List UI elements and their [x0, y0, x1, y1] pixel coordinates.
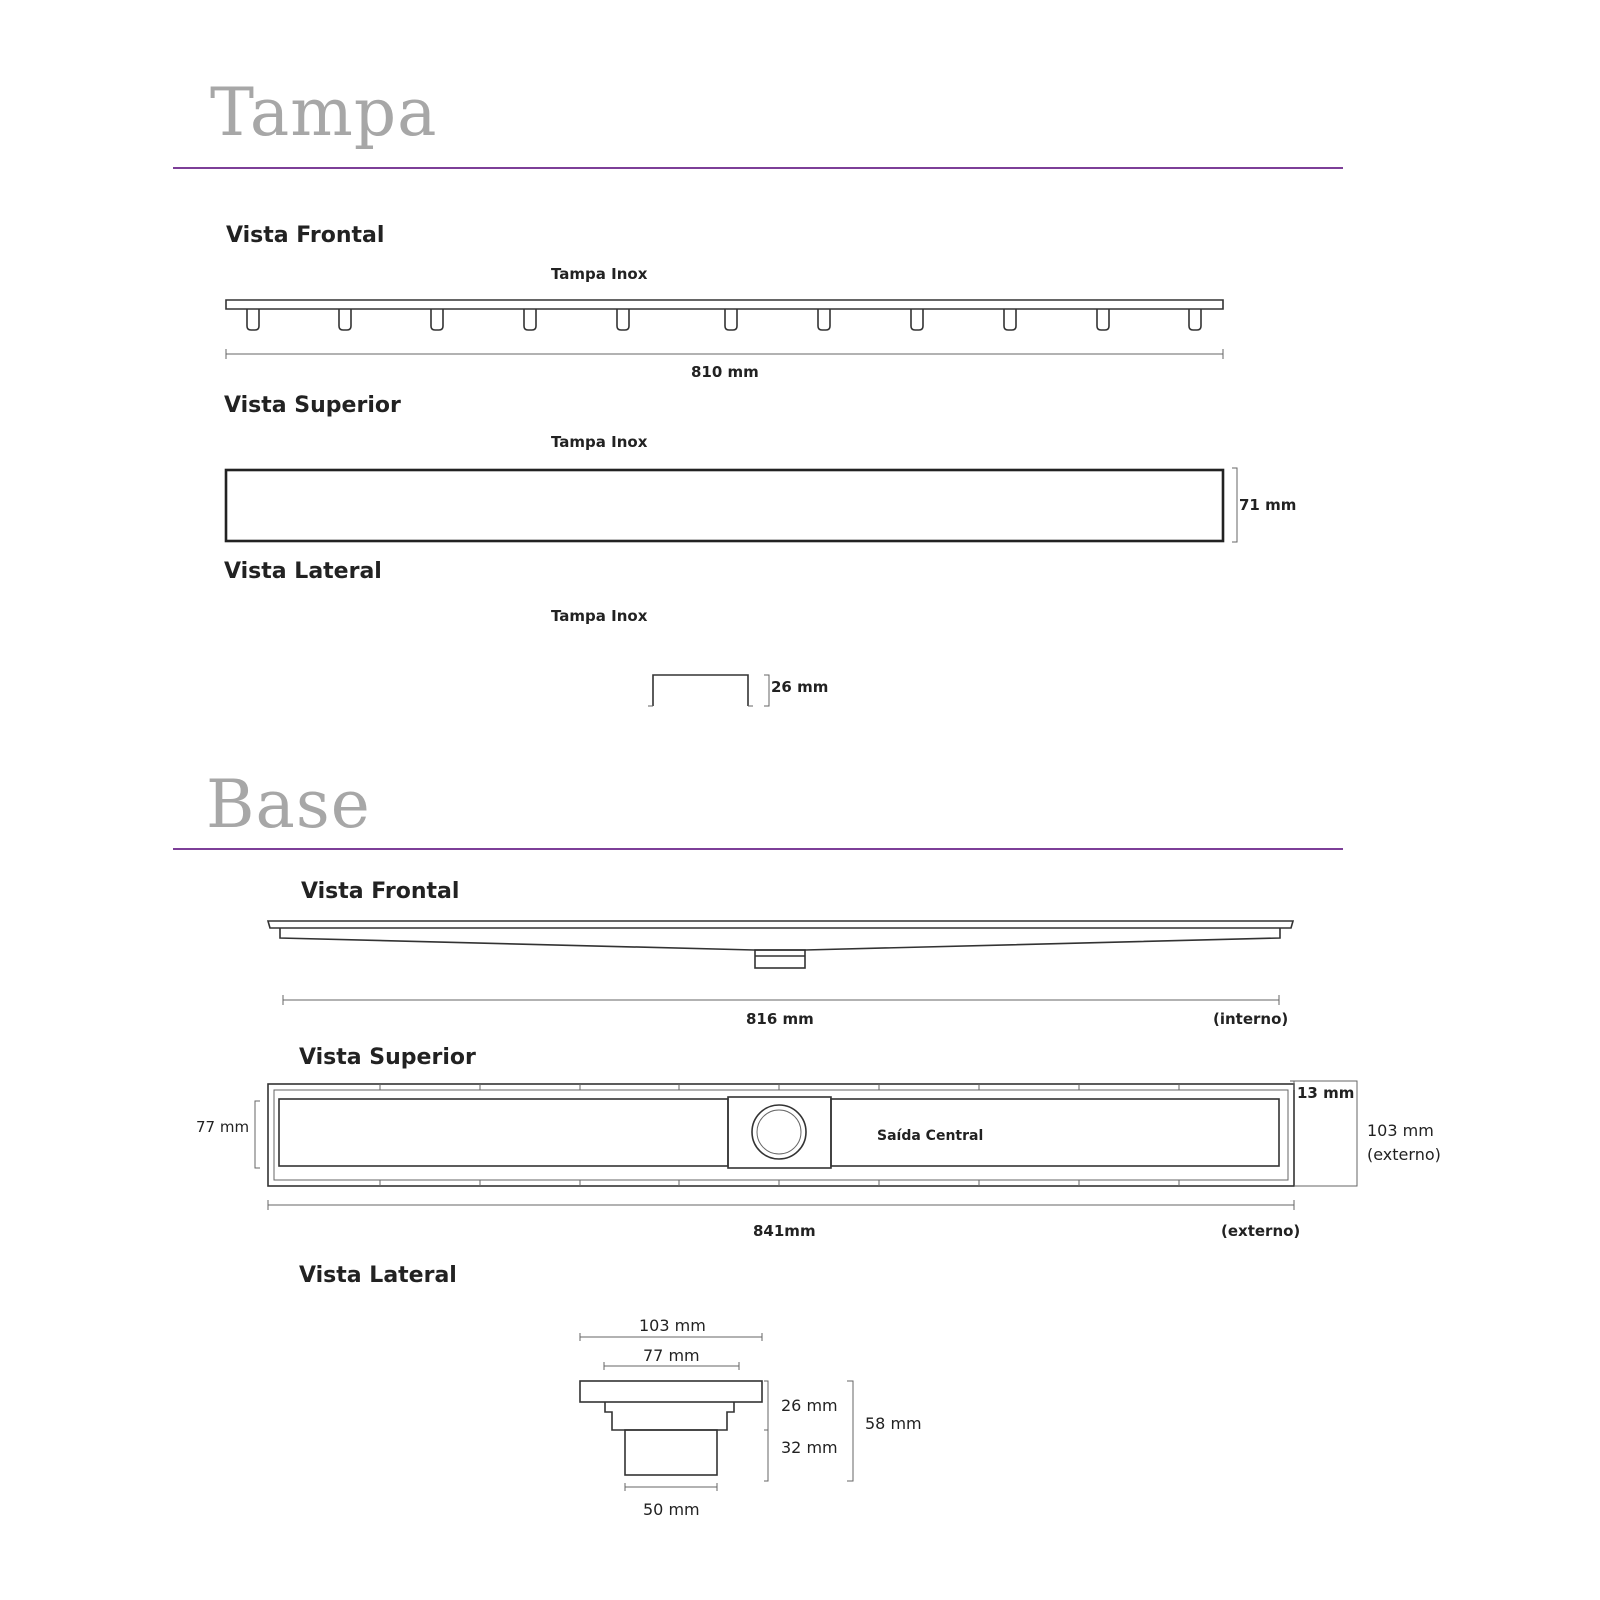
tampa-frontal-dimension: [226, 349, 1223, 359]
tampa-frontal-label: Tampa Inox: [551, 265, 648, 283]
tampa-tab: [431, 309, 443, 330]
base-frontal-profile: [268, 921, 1293, 968]
base-superior-outer-height: 103 mm: [1367, 1121, 1434, 1140]
base-lateral-upper-height: 26 mm: [781, 1396, 838, 1415]
tampa-tab: [1004, 309, 1016, 330]
tampa-section-title: Tampa: [210, 74, 438, 151]
tampa-tab: [1097, 309, 1109, 330]
base-superior-outer-height-note: (externo): [1367, 1145, 1441, 1164]
tampa-superior-title: Vista Superior: [224, 393, 401, 418]
tampa-superior-plate: [226, 470, 1223, 541]
base-outlet-circle: [752, 1105, 806, 1159]
tampa-tab: [524, 309, 536, 330]
base-superior-inner-height: 77 mm: [196, 1118, 250, 1136]
base-lateral-lower-height: 32 mm: [781, 1438, 838, 1457]
base-superior-outlet-label: Saída Central: [877, 1128, 984, 1144]
base-superior-outline: [268, 1084, 1294, 1186]
tampa-tab: [725, 309, 737, 330]
base-section-title: Base: [206, 766, 371, 843]
tampa-frontal-width: 810 mm: [691, 363, 759, 381]
tampa-superior-label: Tampa Inox: [551, 433, 648, 451]
tampa-lateral-profile: [653, 675, 748, 706]
base-lateral-outlet-width: 50 mm: [643, 1500, 700, 1519]
tampa-tab: [247, 309, 259, 330]
tampa-frontal-plate: [226, 300, 1223, 309]
tampa-superior-height: 71 mm: [1239, 496, 1297, 514]
tampa-lateral-title: Vista Lateral: [224, 559, 382, 584]
base-superior-rim: 13 mm: [1297, 1084, 1355, 1102]
base-lateral-top-width: 103 mm: [639, 1316, 706, 1335]
tampa-tab: [818, 309, 830, 330]
tampa-lateral-label: Tampa Inox: [551, 607, 648, 625]
base-lateral-total-height: 58 mm: [865, 1414, 922, 1433]
tampa-frontal-title: Vista Frontal: [226, 223, 385, 248]
tampa-tab: [617, 309, 629, 330]
base-superior-title: Vista Superior: [299, 1045, 476, 1070]
base-frontal-width-note: (interno): [1213, 1010, 1289, 1028]
tampa-tab: [1189, 309, 1201, 330]
base-lateral-profile: [580, 1381, 762, 1475]
tampa-frontal-profile: [226, 300, 1223, 330]
base-superior-width-note: (externo): [1221, 1222, 1301, 1240]
tampa-frontal-tabs: [247, 309, 1201, 330]
base-frontal-dimension: [283, 995, 1279, 1005]
tampa-lateral-height-dimension: [764, 675, 769, 706]
base-frontal-title: Vista Frontal: [301, 879, 460, 904]
tampa-lateral-height: 26 mm: [771, 678, 829, 696]
base-superior-dimensions: [255, 1081, 1357, 1210]
base-lateral-inner-width: 77 mm: [643, 1346, 700, 1365]
tampa-tab: [339, 309, 351, 330]
base-superior-width: 841mm: [753, 1222, 816, 1240]
tampa-tab: [911, 309, 923, 330]
base-frontal-width: 816 mm: [746, 1010, 814, 1028]
base-lateral-title: Vista Lateral: [299, 1263, 457, 1288]
tampa-superior-height-dimension: [1232, 468, 1237, 542]
